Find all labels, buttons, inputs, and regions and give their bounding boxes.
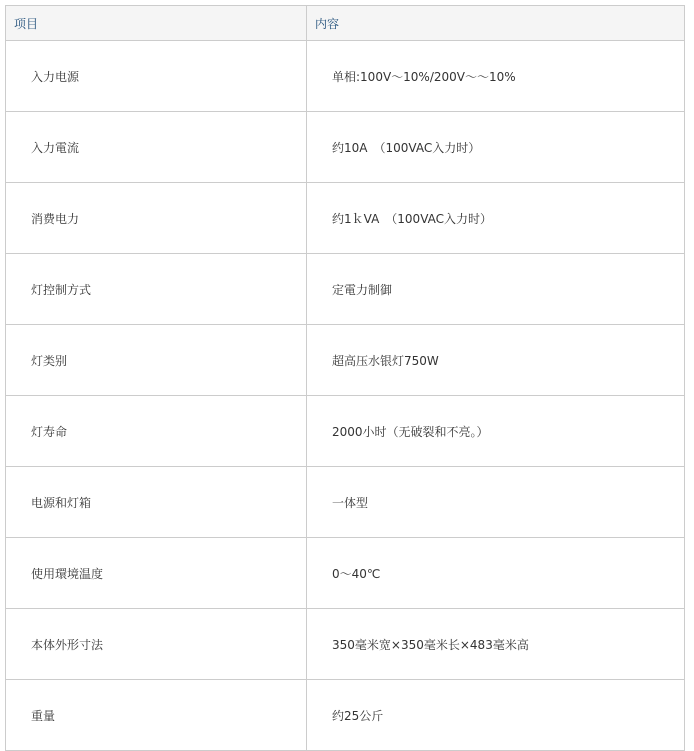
spec-table [5,5,685,751]
cell-content: 2000小时（无破裂和不亮。） [307,396,685,467]
cell-item: 本体外形寸法 [6,609,307,680]
table-row [6,609,685,680]
cell-content: 约25公斤 [307,680,685,751]
table-row [6,254,685,325]
table-row [6,467,685,538]
table-row [6,41,685,112]
cell-content: 定電力制御 [307,254,685,325]
table-row [6,396,685,467]
cell-item: 使用環境温度 [6,538,307,609]
cell-item: 灯控制方式 [6,254,307,325]
cell-item: 灯类别 [6,325,307,396]
cell-content: 约10A （100VAC入力时） [307,112,685,183]
header-item: 项目 [6,6,307,41]
cell-content: 单相:100V～10%/200V～～10% [307,41,685,112]
cell-item: 入力电源 [6,41,307,112]
table-row [6,183,685,254]
table-row [6,680,685,751]
header-content: 内容 [307,6,685,41]
table-row [6,325,685,396]
table-row [6,538,685,609]
cell-content: 0～40℃ [307,538,685,609]
cell-content: 一体型 [307,467,685,538]
cell-item: 消费电力 [6,183,307,254]
cell-item: 灯寿命 [6,396,307,467]
cell-content: 约1ｋVA （100VAC入力时） [307,183,685,254]
cell-content: 350毫米宽×350毫米长×483毫米高 [307,609,685,680]
cell-item: 电源和灯箱 [6,467,307,538]
table-row [6,112,685,183]
cell-item: 重量 [6,680,307,751]
cell-content: 超高压水银灯750W [307,325,685,396]
table-header-row [6,6,685,41]
cell-item: 入力電流 [6,112,307,183]
